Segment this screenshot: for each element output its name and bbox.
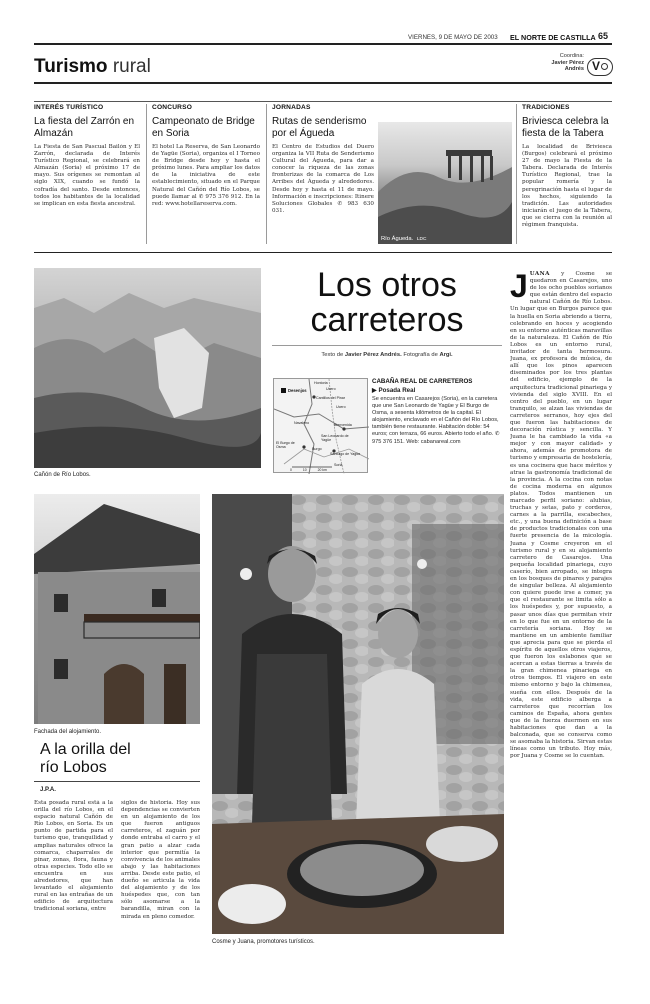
secondary-rule bbox=[34, 781, 200, 782]
secondary-text-col2: siglos de historia. Hoy sus dependencias se convierten en un alojamiento de los que fueron antiguos carreteros, el zaguán por donde entraba el carro y el gran patio a alzar cada interior que permitía la convivencia de los animales abajo y las habitaciones arriba. Desde este patio, el dueño se articula la vida del alojamiento y de los huéspedes que, con tan sólo asomarse a la barandilla, miran con la mirada en pleno comedor. bbox=[121, 800, 200, 920]
facade-photo bbox=[34, 494, 200, 724]
credit-author: Javier Pérez Andrés. bbox=[344, 352, 402, 358]
brief-text: La localidad de Briviesca (Burgos) celebrará el próximo 27 de mayo la Fiesta de la Tabera. Declarada de Interés Turístico Regional, trae la popular romería y la peregrinación hasta el lugar de los hechos, siguiendo la tradición. Las autoridades iniciarán el juego de la Tabera, que se cierra con la reunión al régimen franquista. bbox=[522, 144, 612, 229]
info-box-title: CABAÑA REAL DE CARRETEROS bbox=[372, 378, 473, 385]
main-article-column bbox=[510, 271, 612, 958]
location-map bbox=[273, 378, 368, 473]
map-scale bbox=[290, 468, 340, 472]
map-label: Hontoria bbox=[314, 381, 328, 385]
secondary-title-line1: A la orilla del bbox=[40, 741, 131, 758]
brief-divider bbox=[146, 104, 147, 244]
aqueduct-illustration bbox=[378, 122, 512, 244]
secondary-article-title bbox=[40, 741, 200, 777]
map-label: San Leonardo de Yagüe bbox=[321, 434, 349, 442]
canyon-photo bbox=[34, 268, 261, 468]
map-illustration bbox=[274, 379, 369, 474]
byline-surname: Andrés bbox=[564, 66, 584, 73]
section-title-bold: Turismo bbox=[34, 56, 108, 77]
brief-label: CONCURSO bbox=[152, 104, 193, 111]
brief-title: Briviesca celebra la fiesta de la Tabera bbox=[522, 116, 609, 139]
map-label: Navaleno bbox=[294, 421, 310, 425]
credit-photographer: Argi. bbox=[439, 352, 453, 358]
section-logo bbox=[587, 58, 613, 76]
secondary-title-line2: río Lobos bbox=[40, 759, 107, 776]
scale-label: 20 km bbox=[317, 468, 327, 472]
page-number: 65 bbox=[598, 31, 609, 41]
main-photo-caption: Cosme y Juana, promotores turísticos. bbox=[212, 939, 315, 945]
secondary-byline: J.P.A. bbox=[40, 787, 56, 793]
main-article-text bbox=[510, 271, 612, 760]
main-photo bbox=[212, 494, 504, 934]
info-box-text: Se encuentra en Casarejos (Soria), en la carretera que une San Leonardo de Yagüe y El Burgo de Osma, a sesenta kilómetros de la capital. El alojamiento, enclavado en el Cañón del Río Lobos, también tiene restaurante. Habitación doble: 54 euros; con terraza, 66 euros. Abierto todo el año. ✆ 975 376 151. Web: cabanareal.com bbox=[372, 396, 500, 445]
drop-cap: J bbox=[510, 271, 528, 304]
brief-title: Campeonato de Bridge en Soria bbox=[152, 116, 255, 139]
map-label: Burgo bbox=[312, 447, 322, 451]
brief-title: La fiesta del Zarrón en Almazán bbox=[34, 116, 135, 139]
briefs-top-rule bbox=[34, 101, 612, 102]
map-label: Bienvenida bbox=[334, 423, 352, 427]
aqueduct-credit: LDC bbox=[416, 237, 427, 242]
aqueduct-caption-text: Río Águeda. bbox=[381, 236, 414, 242]
section-title bbox=[34, 57, 151, 77]
brief-zarron bbox=[34, 104, 140, 239]
brief-divider bbox=[516, 104, 517, 244]
map-label: Santiago de Yagüe bbox=[330, 452, 361, 456]
brief-agueda bbox=[272, 104, 374, 239]
info-box-subtitle-text: Posada Real bbox=[378, 387, 416, 394]
canyon-illustration bbox=[34, 268, 261, 468]
facade-caption: Fachada del alojamiento. bbox=[34, 729, 102, 735]
map-label: El Burgo de Osma bbox=[276, 441, 295, 449]
brief-text: El hotel La Reserva, de San Leonardo de Yagüe (Soria), organiza el I Torneo de Bridge desde hoy y hasta el próximo lunes. Para ampliar los datos de la iniciativa de este establecimiento, situado en el Parque Natural del Cañón del Río Lobos, se puede llamar al ✆ 975 376 912. En la red: www.hotellareserva.com. bbox=[152, 144, 260, 207]
map-label: Ucero bbox=[336, 405, 346, 409]
logo-circle-icon bbox=[601, 63, 608, 70]
credit-photo-prefix: Fotografía de bbox=[403, 352, 438, 358]
header-date: VIERNES, 9 DE MAYO DE 2003 bbox=[408, 34, 498, 41]
secondary-text-col1: Esta posada rural está a la orilla del río Lobos, en el espacio natural Cañón de Río Lobos, en Soria. Es un punto de partida para el turismo que, tranquilidad y amplias naturales ofrece la comarca, chaparrales de pinar, zonas, flora, fauna y otras especies. Todo ello se encuentra en sus alrededores, que han levantado el alojamiento rural en las entrañas de un edificio de arquitectura tradicional soriana, entre bbox=[34, 800, 113, 913]
brief-label: INTERÉS TURÍSTICO bbox=[34, 104, 104, 111]
byline-name: Javier Pérez bbox=[551, 59, 584, 66]
aqueduct-photo bbox=[378, 122, 512, 244]
info-box bbox=[372, 378, 502, 473]
main-title-line2: carreteros bbox=[310, 301, 464, 339]
brief-label: TRADICIONES bbox=[522, 104, 570, 111]
credit-rule bbox=[272, 345, 502, 346]
map-label: Cantillos del Pinar bbox=[316, 396, 345, 400]
map-label: Ucero bbox=[326, 387, 336, 391]
brief-text: La Fiesta de San Pascual Bailón y El Zarrón, declarada de Interés Turístico Regional, se celebrará en Almazán (Soria) el próximo 17 de mayo. Sus orígenes se remontan al siglo XIX, cuando se fundó la cofradía del santo. Desde entonces, todos los habitantes de la localidad se implican en esta fiesta ancestral. bbox=[34, 144, 140, 207]
main-article-credit bbox=[272, 352, 502, 358]
logo-letter: V bbox=[591, 59, 600, 73]
brief-bridge bbox=[152, 104, 260, 239]
header-paper-name: EL NORTE DE CASTILLA bbox=[510, 33, 596, 42]
section-title-light: rural bbox=[112, 56, 151, 77]
briefs-bottom-rule bbox=[34, 252, 612, 253]
brief-briviesca bbox=[522, 104, 612, 239]
lead-caps: UANA bbox=[529, 271, 550, 277]
info-box-bullet-icon: ▶ bbox=[372, 387, 379, 394]
info-box-subtitle bbox=[372, 387, 502, 394]
aqueduct-caption bbox=[381, 236, 426, 242]
brief-divider bbox=[266, 104, 267, 244]
map-label: Soria bbox=[334, 463, 343, 467]
section-byline bbox=[534, 53, 584, 73]
header-top-rule bbox=[34, 43, 612, 45]
scale-label: 10 bbox=[302, 468, 307, 472]
credit-prefix: Texto de bbox=[321, 352, 344, 358]
brief-label: JORNADAS bbox=[272, 104, 311, 111]
main-article-title bbox=[272, 268, 502, 338]
main-title-line1: Los otros bbox=[317, 266, 457, 304]
byline-label: Coordina: bbox=[559, 53, 584, 59]
main-photo-illustration bbox=[212, 494, 504, 934]
main-article-body: y Cosme se quedaron en Casarejos, uno de los ocho pueblos sorianos que están dentro del espacio natural Cañón de Río Lobos. Un lugar que en Burgos parece que la huella en Soria abriendo a tierra, celebrando en hoces y acogiendo en su entorno auténticas maravillas de la naturaleza. El Cañón de Río Lobos es un entorno rural, invitador de tanta hermosura. Juana, ex profesora de música, de allí que los pinos aparecen diseminados por los tres plantas del edificio, ejemplo de la arquitectura tradicional pinariega y vivienda del siglo XVIII. En el centro del pueblo, en un lugar tranquilo, se alzan las viviendas de carreteros serranos, hoy ejes del que fueron las habitaciones de decoración rústica y sencilla. Y Juana le ha cambiado la vida «a mejor y con mayor calidad» y ahora, además de promotora de turismo y empresaria de hostelería, es una cocinera que hace méritos y atrae la gastronomía tradicional de la provincia. A la cocina con notas de cocina moderna en algunos platos. Todos mantienen un marcado perfil soriano: alubias, truchas y setas, pato y corderos, carnes a la parrilla, escabeches, etc., y una buena definición a base de productos tradicionales con una fuerte presencia de la micología. Juana y Cosme creyeron en el turismo rural y en su alojamiento carretero de Casarejos. Una pequeña localidad pinariega, cuyo caserío, bien arropado, se integra en los bosques de pinares y parajes de singular belleza. Al alojamiento con quiere puede irse a comer, ya que el restaurante se limita sólo a los huéspedes y, por supuesto, a pasar unos días que permitan vivir en lo que fue en un entorno de la carretería soriana. Hoy se mantiene en un ambiente familiar que aprecia para que se pierda el espíritu de aquellos otros viajeros, que fueron los eslabones que se acercan a estas tierras a través de la gran chimenea pinariega en otros tiempos. El viajero en este mismo entorno y bajo la chimenea, sueña con ellos. Después de la vida, este edificio alberga a carreteros que recorrían los caminos de España, ahora gentes que de la fuerza duermen en sus habitaciones que dan a la balconada, que se conserva como se asomaba la historia. Sirvan estas líneas como un tributo. Hoy más, por Juana y Cosme se lo cuentan. bbox=[510, 271, 612, 760]
brief-title: Rutas de senderismo por el Águeda bbox=[272, 116, 367, 139]
canyon-caption: Cañón de Río Lobos. bbox=[34, 472, 91, 478]
map-label-main: Desenjos bbox=[288, 388, 307, 393]
section-header-rule bbox=[34, 82, 612, 84]
scale-label: 0 bbox=[290, 468, 292, 472]
brief-text: El Centro de Estudios del Duero organiza la VII Ruta de Senderismo Cultural del Águeda, para dar a conocer la riqueza de las zonas fronterizas de la comarca de Los Arribes del Águeda y alrededores. Desde hoy y hasta el 11 de mayo. Información e inscripciones: Itinere Soluciones Globales ✆ 983 630 031. bbox=[272, 144, 374, 214]
facade-illustration bbox=[34, 494, 200, 724]
